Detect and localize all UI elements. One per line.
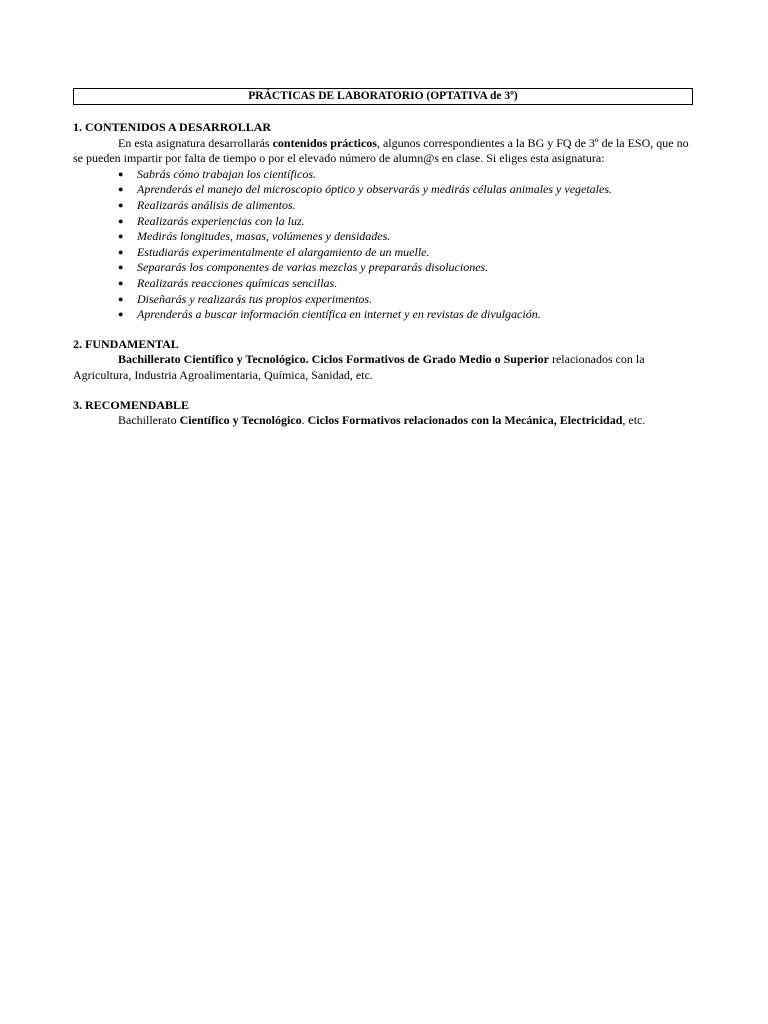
bullet-icon: ●: [118, 215, 124, 226]
list-item: [73, 229, 695, 245]
section-3-heading: 3. RECOMENDABLE: [73, 397, 190, 412]
list-item-text: Sabrás cómo trabajan los científicos.: [137, 166, 316, 181]
list-item-text: Diseñarás y realizarás tus propios experimentos.: [137, 291, 373, 306]
section-2-text: [73, 352, 695, 383]
section-2-heading: 2. FUNDAMENTAL: [73, 336, 179, 351]
bullet-icon: ●: [118, 262, 124, 273]
section-3-text: [73, 413, 695, 429]
list-item-text: Separarás los componentes de varias mezclas y prepararás disoluciones.: [137, 260, 489, 275]
list-item: [73, 260, 695, 276]
section-3-bold-2: Ciclos Formativos relacionados con la Mecánica, Electricidad: [307, 413, 623, 428]
list-item: [73, 245, 695, 261]
list-item: [73, 307, 695, 323]
section-3-bold-1: Científico y Tecnológico: [179, 413, 302, 428]
section-3-text-3: , etc.: [622, 413, 646, 428]
bullet-icon: ●: [118, 231, 124, 242]
list-item: [73, 198, 695, 214]
document-body: [73, 120, 695, 429]
list-item: [73, 214, 695, 230]
list-item-text: Realizarás experiencias con la luz.: [137, 213, 305, 228]
spacer: [73, 323, 695, 337]
section-2-bold: Bachillerato Científico y Tecnológico. Ciclos Formativos de Grado Medio o Superior: [118, 352, 549, 367]
spacer: [73, 384, 695, 398]
section-1-intro-text: En esta asignatura desarrollarás: [118, 135, 273, 150]
bullet-icon: ●: [118, 199, 124, 210]
list-item-text: Realizarás reacciones químicas sencillas.: [137, 275, 338, 290]
section-2-rest: relacionados con la Agricultura, Industria Agroalimentaria, Química, Sanidad, etc.: [73, 352, 645, 382]
list-item-text: Estudiarás experimentalmente el alargamiento de un muelle.: [137, 244, 430, 259]
list-item: [73, 182, 695, 198]
list-item: [73, 276, 695, 292]
list-item-text: Realizarás análisis de alimentos.: [137, 197, 296, 212]
bullet-icon: ●: [118, 168, 124, 179]
list-item-text: Medirás longitudes, masas, volúmenes y densidades.: [137, 229, 391, 244]
list-item: [73, 292, 695, 308]
section-1-list: [73, 167, 695, 323]
list-item-text: Aprenderás el manejo del microscopio óptico y observarás y medirás células animales y vegetales.: [137, 182, 613, 197]
bullet-icon: ●: [118, 184, 124, 195]
bullet-icon: ●: [118, 309, 124, 320]
document-title: PRÁCTICAS DE LABORATORIO (OPTATIVA de 3º): [73, 88, 693, 105]
section-3-text-1: Bachillerato: [118, 413, 180, 428]
section-1-intro: [73, 136, 695, 167]
bullet-icon: ●: [118, 277, 124, 288]
section-1-intro-text-rest: , algunos correspondientes a la BG y FQ de 3º de la ESO, que no se pueden impartir por falta de tiempo o por el elevado número de alumn@s en clase. Si eliges esta asignatura:: [73, 135, 689, 166]
list-item: [73, 167, 695, 183]
bullet-icon: ●: [118, 246, 124, 257]
list-item-text: Aprenderás a buscar información científica en internet y en revistas de divulgación.: [137, 307, 541, 322]
bullet-icon: ●: [118, 293, 124, 304]
section-1-heading: 1. CONTENIDOS A DESARROLLAR: [73, 120, 272, 134]
section-3-text-2: .: [301, 413, 308, 428]
section-1-intro-bold: contenidos prácticos: [272, 135, 377, 150]
